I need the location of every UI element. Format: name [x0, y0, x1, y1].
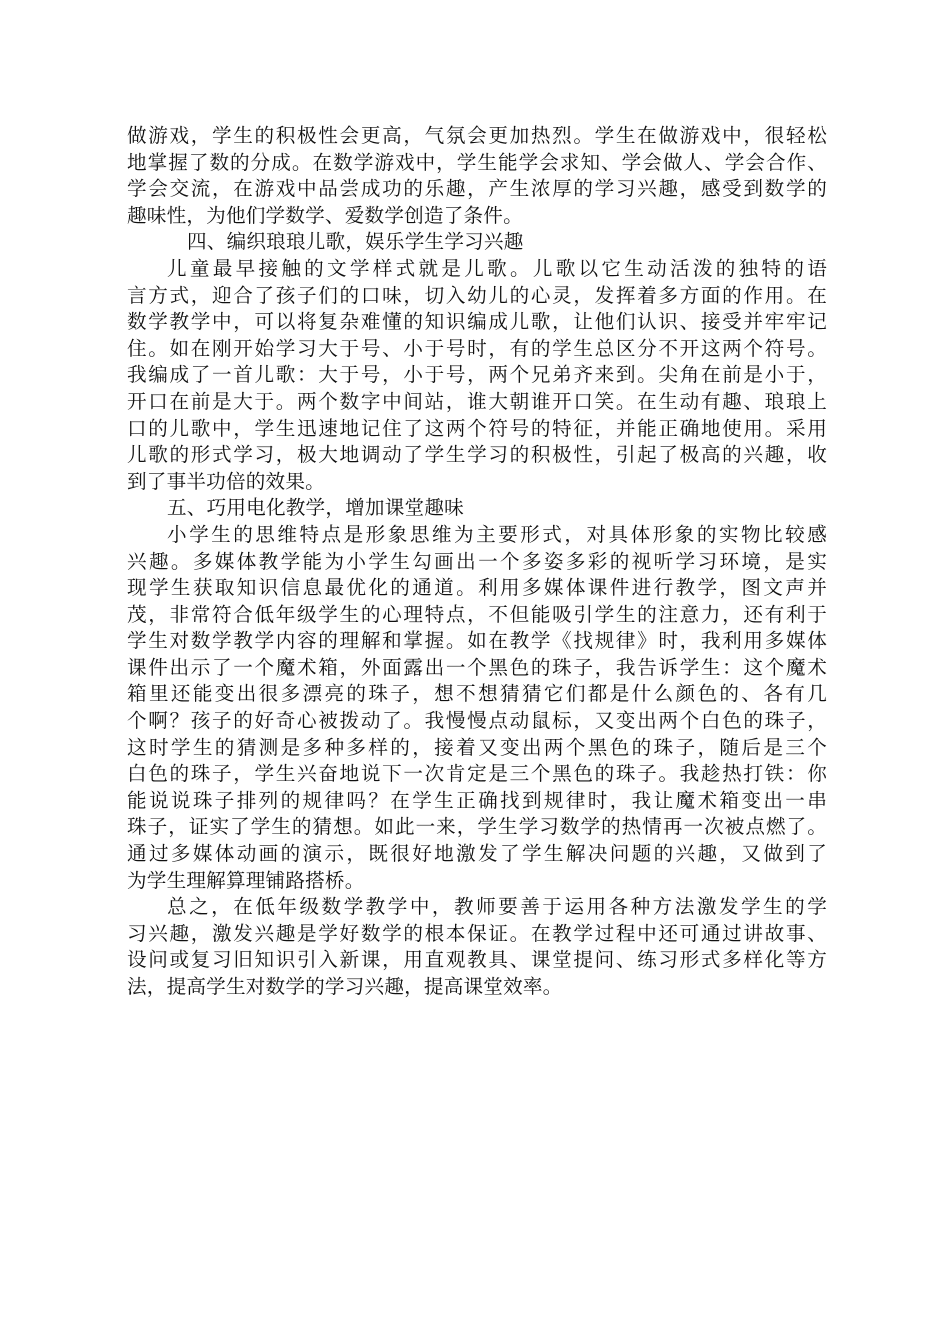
text-line: 兴趣。多媒体教学能为小学生勾画出一个多姿多彩的视听学习环境，是实 [127, 549, 827, 573]
text-line: 做游戏，学生的积极性会更高，气氛会更加热烈。学生在做游戏中，很轻松 [127, 124, 827, 147]
text-line: 总之，在低年级数学教学中，教师要善于运用各种方法激发学生的学 [167, 895, 827, 919]
text-line: 学会交流，在游戏中品尝成功的乐趣，产生浓厚的学习兴趣，感受到数学的 [127, 177, 827, 201]
section-heading: 四、编织琅琅儿歌，娱乐学生学习兴趣 [187, 230, 524, 254]
text-line: 设问或复习旧知识引入新课，用直观教具、课堂提问、练习形式多样化等方 [127, 948, 827, 972]
text-line: 茂，非常符合低年级学生的心理特点，不但能吸引学生的注意力，还有利于 [127, 602, 827, 626]
document-body [127, 123, 827, 1001]
text-line: 为学生理解算理铺路搭桥。 [127, 868, 365, 892]
text-line: 现学生获取知识信息最优化的通道。利用多媒体课件进行教学，图文声并 [127, 576, 827, 600]
text-line: 口的儿歌中，学生迅速地记住了这两个符号的特征，并能正确地使用。采用 [127, 416, 827, 440]
text-line: 儿童最早接触的文学样式就是儿歌。儿歌以它生动活泼的独特的语 [167, 256, 827, 280]
text-line: 箱里还能变出很多漂亮的珠子，想不想猜猜它们都是什么颜色的、各有几 [127, 682, 827, 706]
text-line: 学生对数学教学内容的理解和掌握。如在教学《找规律》时，我利用多媒体 [127, 629, 827, 653]
text-line: 趣味性，为他们学数学、爱数学创造了条件。 [127, 203, 523, 227]
text-line: 通过多媒体动画的演示，既很好地激发了学生解决问题的兴趣，又做到了 [127, 842, 827, 866]
text-line: 这时学生的猜测是多种多样的，接着又变出两个黑色的珠子，随后是三个 [127, 735, 827, 759]
text-line: 我编成了一首儿歌：大于号，小于号，两个兄弟齐来到。尖角在前是小于， [127, 363, 827, 387]
text-line: 珠子，证实了学生的猜想。如此一来，学生学习数学的热情再一次被点燃了。 [127, 815, 827, 839]
text-line: 住。如在刚开始学习大于号、小于号时，有的学生总区分不开这两个符号。 [127, 336, 827, 360]
text-line: 法，提高学生对数学的学习兴趣，提高课堂效率。 [127, 975, 563, 998]
text-line: 习兴趣，激发兴趣是学好数学的根本保证。在教学过程中还可通过讲故事、 [127, 921, 827, 945]
text-line: 开口在前是大于。两个数字中间站，谁大朝谁开口笑。在生动有趣、琅琅上 [127, 389, 827, 413]
text-line: 白色的珠子，学生兴奋地说下一次肯定是三个黑色的珠子。我趁热打铁：你 [127, 762, 827, 786]
section-heading: 五、巧用电化教学，增加课堂趣味 [167, 496, 464, 520]
text-line: 地掌握了数的分成。在数学游戏中，学生能学会求知、学会做人、学会合作、 [127, 150, 827, 174]
text-line: 到了事半功倍的效果。 [127, 469, 325, 493]
text-line: 小学生的思维特点是形象思维为主要形式，对具体形象的实物比较感 [167, 522, 827, 546]
text-line: 课件出示了一个魔术箱，外面露出一个黑色的珠子，我告诉学生：这个魔术 [127, 655, 827, 679]
text-line: 儿歌的形式学习，极大地调动了学生学习的积极性，引起了极高的兴趣，收 [127, 443, 827, 467]
text-line: 能说说珠子排列的规律吗？在学生正确找到规律时，我让魔术箱变出一串 [127, 788, 827, 812]
text-line: 个啊？孩子的好奇心被拨动了。我慢慢点动鼠标，又变出两个白色的珠子， [127, 709, 827, 733]
text-line: 言方式，迎合了孩子们的口味，切入幼儿的心灵，发挥着多方面的作用。在 [127, 283, 827, 307]
text-line: 数学教学中，可以将复杂难懂的知识编成儿歌，让他们认识、接受并牢牢记 [127, 310, 827, 334]
